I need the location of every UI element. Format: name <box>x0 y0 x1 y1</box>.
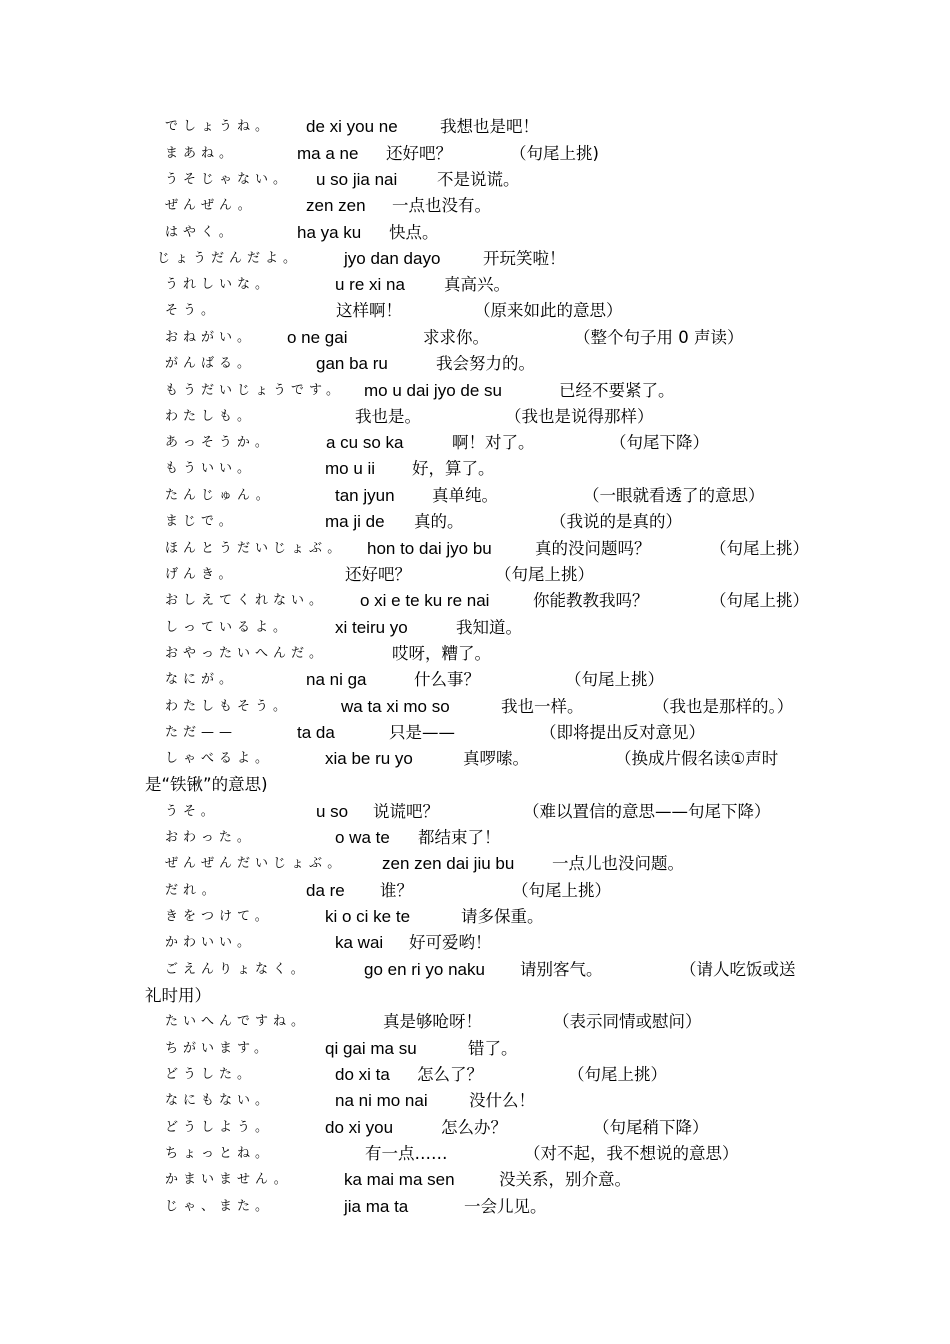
chinese-meaning: 真的没问题吗？ <box>535 539 651 558</box>
romaji-reading: ma ji de <box>325 512 385 531</box>
phrase-row <box>0 193 950 219</box>
chinese-meaning: 好，算了。 <box>412 459 495 478</box>
usage-note: （句尾上挑) <box>510 144 599 163</box>
usage-note: （句尾上挑） <box>512 881 611 900</box>
japanese-phrase: ちがいます。 <box>165 1041 272 1056</box>
phrase-row <box>0 1036 950 1062</box>
phrase-row <box>0 1088 950 1114</box>
phrase-row <box>0 141 950 167</box>
japanese-phrase: なにが。 <box>165 672 238 687</box>
romaji-reading: ha ya ku <box>297 223 362 242</box>
phrase-row <box>0 1009 950 1035</box>
japanese-phrase: どうしよう。 <box>165 1120 274 1135</box>
usage-note: （句尾稍下降） <box>593 1118 709 1137</box>
phrase-row <box>0 904 950 930</box>
chinese-meaning: 怎么了？ <box>417 1065 483 1084</box>
phrase-row <box>0 298 950 324</box>
japanese-phrase: かまいません。 <box>165 1172 292 1187</box>
phrase-row <box>0 562 950 588</box>
chinese-meaning: 我也是。 <box>355 407 421 426</box>
chinese-meaning: 我也一样。 <box>501 697 584 716</box>
japanese-phrase: げんき。 <box>165 567 237 582</box>
romaji-reading: ta da <box>297 723 335 742</box>
usage-note: （我也是那样的。） <box>653 697 794 716</box>
japanese-phrase: だれ。 <box>165 883 220 898</box>
continuation-shovel: 是“铁锹”的意思) <box>145 775 268 794</box>
phrase-row <box>0 246 950 272</box>
chinese-meaning: 还好吧？ <box>386 144 452 163</box>
chinese-meaning: 请别客气。 <box>520 960 603 979</box>
romaji-reading: wa ta xi mo so <box>341 697 450 716</box>
romaji-reading: ma a ne <box>297 144 359 163</box>
phrase-row <box>0 957 950 983</box>
chinese-meaning: 真啰嗦。 <box>463 749 529 768</box>
phrase-row <box>0 483 950 509</box>
chinese-meaning: 快点。 <box>389 223 439 242</box>
chinese-meaning: 真单纯。 <box>432 486 498 505</box>
usage-note: （表示同情或慰问） <box>553 1012 702 1031</box>
japanese-phrase: しっているよ。 <box>165 620 292 635</box>
phrase-row <box>0 641 950 667</box>
chinese-meaning: 哎呀，糟了。 <box>392 644 491 663</box>
usage-note: （对不起，我不想说的意思） <box>524 1144 739 1163</box>
phrase-row <box>0 878 950 904</box>
phrase-row <box>0 746 950 772</box>
chinese-meaning: 我想也是吧！ <box>440 117 539 136</box>
romaji-reading: u so jia nai <box>316 170 398 189</box>
chinese-meaning: 还好吧？ <box>345 565 411 584</box>
romaji-reading: jyo dan dayo <box>344 249 441 268</box>
romaji-reading: na ni ga <box>306 670 367 689</box>
japanese-phrase: きをつけて。 <box>165 909 273 924</box>
chinese-meaning: 真的。 <box>414 512 464 531</box>
romaji-reading: o wa te <box>335 828 390 847</box>
phrase-row <box>0 1141 950 1167</box>
phrase-row <box>0 720 950 746</box>
chinese-meaning: 没关系，别介意。 <box>499 1170 631 1189</box>
usage-note: （难以置信的意思——句尾下降） <box>523 802 771 821</box>
japanese-phrase: もういい。 <box>165 461 256 476</box>
romaji-reading: ka mai ma sen <box>344 1170 455 1189</box>
chinese-meaning: 说谎吧？ <box>373 802 439 821</box>
usage-note: （句尾下降） <box>610 433 709 452</box>
japanese-phrase: うそ。 <box>165 804 219 819</box>
romaji-reading: do xi you <box>325 1118 394 1137</box>
japanese-phrase: はやく。 <box>165 225 237 240</box>
romaji-reading: xia be ru yo <box>325 749 413 768</box>
romaji-reading: de xi you ne <box>306 117 398 136</box>
phrase-row <box>0 220 950 246</box>
phrase-row <box>0 615 950 641</box>
usage-note: （句尾上挑） <box>495 565 594 584</box>
chinese-meaning: 你能教教我吗？ <box>533 591 649 610</box>
phrase-row <box>0 404 950 430</box>
japanese-phrase: ぜんぜん。 <box>165 198 256 213</box>
chinese-meaning: 都结束了！ <box>418 828 501 847</box>
phrase-row <box>0 430 950 456</box>
phrase-row <box>0 456 950 482</box>
japanese-phrase: ごえんりょなく。 <box>165 962 309 977</box>
chinese-meaning: 我知道。 <box>456 618 522 637</box>
usage-note: （句尾上挑） <box>565 670 664 689</box>
romaji-reading: o xi e te ku re nai <box>360 591 490 610</box>
romaji-reading: zen zen dai jiu bu <box>382 854 515 873</box>
phrase-row <box>0 536 950 562</box>
japanese-phrase: でしょうね。 <box>165 119 274 134</box>
japanese-phrase: おしえてくれない。 <box>165 593 328 608</box>
phrase-row <box>0 272 950 298</box>
romaji-reading: jia ma ta <box>344 1197 409 1216</box>
romaji-reading: na ni mo nai <box>335 1091 428 1110</box>
phrase-row <box>0 588 950 614</box>
romaji-reading: tan jyun <box>335 486 395 505</box>
japanese-phrase: もうだいじょうです。 <box>165 383 344 398</box>
chinese-meaning: 怎么办？ <box>441 1118 507 1137</box>
chinese-meaning: 真是够呛呀！ <box>383 1012 482 1031</box>
romaji-reading: ka wai <box>335 933 384 952</box>
usage-note: （请人吃饭或送 <box>680 960 796 979</box>
japanese-phrase: がんばる。 <box>165 356 256 371</box>
romaji-reading: go en ri yo naku <box>364 960 485 979</box>
chinese-meaning: 我会努力的。 <box>436 354 535 373</box>
chinese-meaning: 没什么！ <box>469 1091 535 1110</box>
romaji-reading: da re <box>306 881 345 900</box>
japanese-phrase: たんじゅん。 <box>165 488 274 503</box>
chinese-meaning: 一点也没有。 <box>392 196 491 215</box>
phrase-row <box>0 930 950 956</box>
chinese-meaning: 一点儿也没问题。 <box>552 854 684 873</box>
japanese-phrase: おやったいへんだ。 <box>165 646 328 661</box>
japanese-phrase: わたしもそう。 <box>165 699 292 714</box>
japanese-phrase: どうした。 <box>165 1067 256 1082</box>
japanese-phrase: なにもない。 <box>165 1093 274 1108</box>
japanese-phrase: ただ—— <box>165 725 238 740</box>
romaji-reading: qi gai ma su <box>325 1039 417 1058</box>
japanese-phrase: じゃ、また。 <box>165 1199 274 1214</box>
chinese-meaning: 这样啊！ <box>336 301 402 320</box>
romaji-reading: u so <box>316 802 349 821</box>
japanese-phrase: かわいい。 <box>165 935 256 950</box>
chinese-meaning: 已经不要紧了。 <box>559 381 675 400</box>
japanese-phrase: うそじゃない。 <box>165 172 292 187</box>
usage-note: （我也是说得那样） <box>505 407 654 426</box>
japanese-phrase: じょうだんだよ。 <box>157 251 302 266</box>
romaji-reading: xi teiru yo <box>335 618 408 637</box>
usage-note: （句尾上挑） <box>568 1065 667 1084</box>
japanese-phrase: まじで。 <box>165 514 237 529</box>
japanese-phrase: わたしも。 <box>165 409 256 424</box>
phrase-row <box>0 378 950 404</box>
japanese-phrase: うれしいな。 <box>165 277 274 292</box>
romaji-reading: zen zen <box>306 196 366 215</box>
japanese-phrase: しゃべるよ。 <box>165 751 274 766</box>
usage-note: （原来如此的意思） <box>474 301 623 320</box>
chinese-meaning: 好可爱哟！ <box>409 933 492 952</box>
phrase-row <box>0 799 950 825</box>
phrase-row <box>0 114 950 140</box>
japanese-phrase: ほんとうだいじょぶ。 <box>165 541 346 556</box>
chinese-meaning: 真高兴。 <box>444 275 510 294</box>
phrase-row <box>0 667 950 693</box>
japanese-phrase: たいへんですね。 <box>165 1014 310 1029</box>
romaji-reading: u re xi na <box>335 275 405 294</box>
japanese-phrase: まあね。 <box>165 146 238 161</box>
japanese-phrase: ぜんぜんだいじょぶ。 <box>165 856 346 871</box>
chinese-meaning: 谁？ <box>380 881 413 900</box>
japanese-phrase: おわった。 <box>165 830 255 845</box>
phrase-row <box>0 1167 950 1193</box>
romaji-reading: hon to dai jyo bu <box>367 539 492 558</box>
phrase-row <box>0 351 950 377</box>
japanese-phrase: そう。 <box>165 303 220 318</box>
romaji-reading: mo u dai jyo de su <box>364 381 502 400</box>
usage-note: （一眼就看透了的意思） <box>583 486 765 505</box>
romaji-reading: mo u ii <box>325 459 376 478</box>
phrase-row <box>0 1062 950 1088</box>
chinese-meaning: 不是说谎。 <box>437 170 520 189</box>
japanese-phrase: おねがい。 <box>165 330 256 345</box>
phrase-row <box>0 325 950 351</box>
phrase-row <box>0 825 950 851</box>
chinese-meaning: 错了。 <box>468 1039 518 1058</box>
chinese-meaning: 有一点…… <box>365 1144 448 1163</box>
phrase-row <box>0 509 950 535</box>
usage-note: （我说的是真的） <box>550 512 682 531</box>
romaji-reading: ki o ci ke te <box>325 907 411 926</box>
usage-note: （即将提出反对意见） <box>540 723 705 742</box>
continuation-meal: 礼时用） <box>145 986 211 1005</box>
usage-note: （句尾上挑） <box>710 591 809 610</box>
chinese-meaning: 一会儿见。 <box>464 1197 547 1216</box>
phrase-row <box>0 1194 950 1220</box>
japanese-phrase: ちょっとね。 <box>165 1146 274 1161</box>
romaji-reading: o ne gai <box>287 328 348 347</box>
romaji-reading: do xi ta <box>335 1065 390 1084</box>
usage-note: （句尾上挑） <box>710 539 809 558</box>
chinese-meaning: 什么事？ <box>414 670 480 689</box>
chinese-meaning: 求求你。 <box>423 328 489 347</box>
chinese-meaning: 啊！对了。 <box>452 433 535 452</box>
phrase-row <box>0 851 950 877</box>
usage-note: （换成片假名读①声时 <box>615 749 779 768</box>
phrase-row <box>0 1115 950 1141</box>
chinese-meaning: 只是—— <box>389 723 455 742</box>
chinese-meaning: 请多保重。 <box>461 907 544 926</box>
phrase-row <box>0 694 950 720</box>
japanese-phrase: あっそうか。 <box>165 435 273 450</box>
usage-note: （整个句子用 0 声读） <box>574 328 744 347</box>
romaji-reading: gan ba ru <box>316 354 388 373</box>
phrase-row <box>0 167 950 193</box>
chinese-meaning: 开玩笑啦！ <box>483 249 566 268</box>
romaji-reading: a cu so ka <box>326 433 404 452</box>
